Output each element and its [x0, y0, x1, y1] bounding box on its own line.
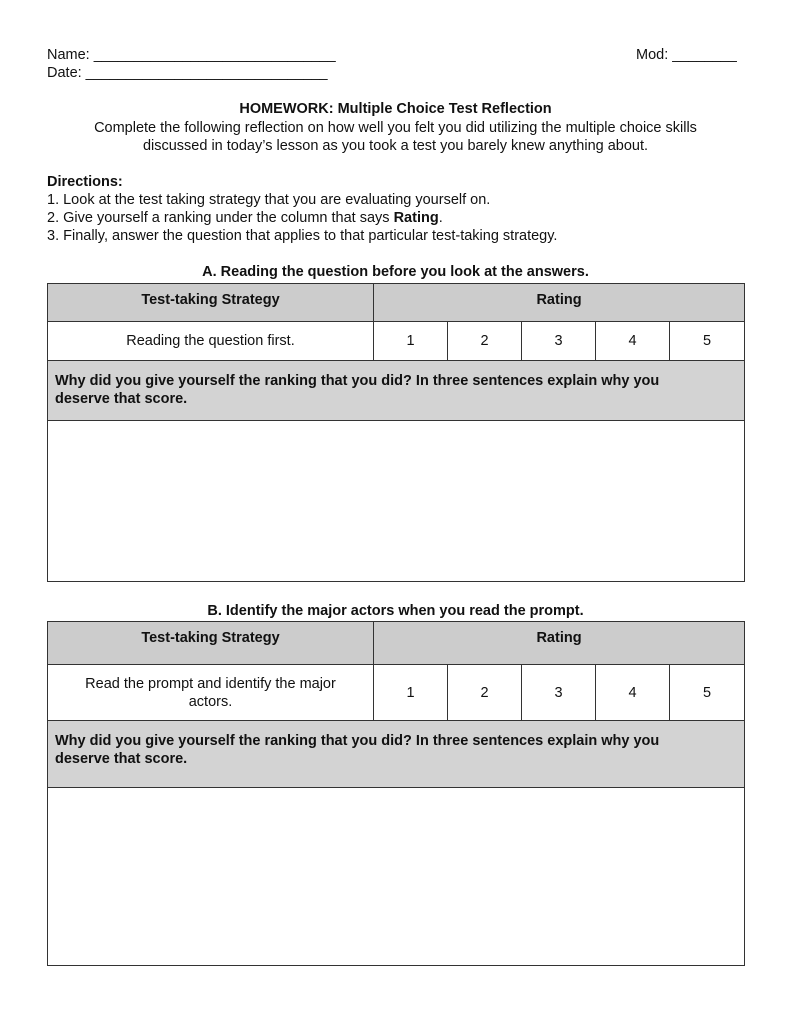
section-b-rating-4[interactable]: 4: [596, 665, 670, 721]
directions-heading: Directions:: [47, 174, 123, 190]
section-a-rating-1[interactable]: 1: [374, 322, 448, 361]
section-b-table: [47, 621, 745, 966]
section-b-rating-3[interactable]: 3: [522, 665, 596, 721]
direction-step-2-end: .: [438, 210, 443, 226]
section-a-answer-box[interactable]: [48, 421, 745, 582]
section-a-strategy-cell: Reading the question first.: [48, 322, 374, 361]
section-a-table: [47, 283, 745, 582]
intro-line-2: discussed in today’s lesson as you took a test you barely knew anything about.: [142, 138, 649, 154]
section-a-rating-2[interactable]: 2: [448, 322, 522, 361]
section-a-question-line-2: deserve that score.: [55, 391, 188, 407]
section-b-question-line-2: deserve that score.: [55, 751, 188, 767]
date-field[interactable]: Date: ______________________________: [47, 65, 328, 81]
section-a-rating-5[interactable]: 5: [670, 322, 745, 361]
section-b-rating-2[interactable]: 2: [448, 665, 522, 721]
section-a-strategy-header: Test-taking Strategy: [48, 284, 374, 322]
section-a-rating-4[interactable]: 4: [596, 322, 670, 361]
direction-step-2: [47, 209, 443, 227]
section-b-strategy-cell: [48, 665, 374, 721]
section-a-question-line-1: Why did you give yourself the ranking that you did? In three sentences explain why you: [55, 373, 660, 389]
section-b-rating-1[interactable]: 1: [374, 665, 448, 721]
section-b-rating-header: Rating: [374, 622, 745, 665]
direction-step-3: 3. Finally, answer the question that applies to that particular test-taking strategy.: [47, 228, 558, 244]
section-a-title: A. Reading the question before you look at the answers.: [202, 264, 589, 280]
intro-line-1: Complete the following reflection on how well you felt you did utilizing the multiple choice skills: [94, 120, 697, 136]
name-field[interactable]: Name: ______________________________: [47, 47, 336, 63]
section-b-strategy-line-1: Read the prompt and identify the major: [85, 675, 336, 692]
mod-field[interactable]: Mod: ________: [636, 47, 737, 63]
section-b-answer-box[interactable]: [48, 788, 745, 966]
direction-step-1: 1. Look at the test taking strategy that you are evaluating yourself on.: [47, 192, 491, 208]
section-b-title: B. Identify the major actors when you read the prompt.: [207, 603, 584, 619]
page-title: HOMEWORK: Multiple Choice Test Reflection: [239, 101, 552, 117]
rating-emphasis: Rating: [393, 210, 439, 226]
direction-step-2-text: 2. Give yourself a ranking under the column that says: [47, 210, 394, 226]
section-b-strategy-line-2: actors.: [188, 693, 233, 710]
section-b-rating-5[interactable]: 5: [670, 665, 745, 721]
section-a-rating-3[interactable]: 3: [522, 322, 596, 361]
section-a-rating-header: Rating: [374, 284, 745, 322]
section-b-question-line-1: Why did you give yourself the ranking that you did? In three sentences explain why you: [55, 733, 660, 749]
section-a-question: [48, 361, 745, 421]
section-b-strategy-header: Test-taking Strategy: [48, 622, 374, 665]
section-b-question: [48, 721, 745, 788]
